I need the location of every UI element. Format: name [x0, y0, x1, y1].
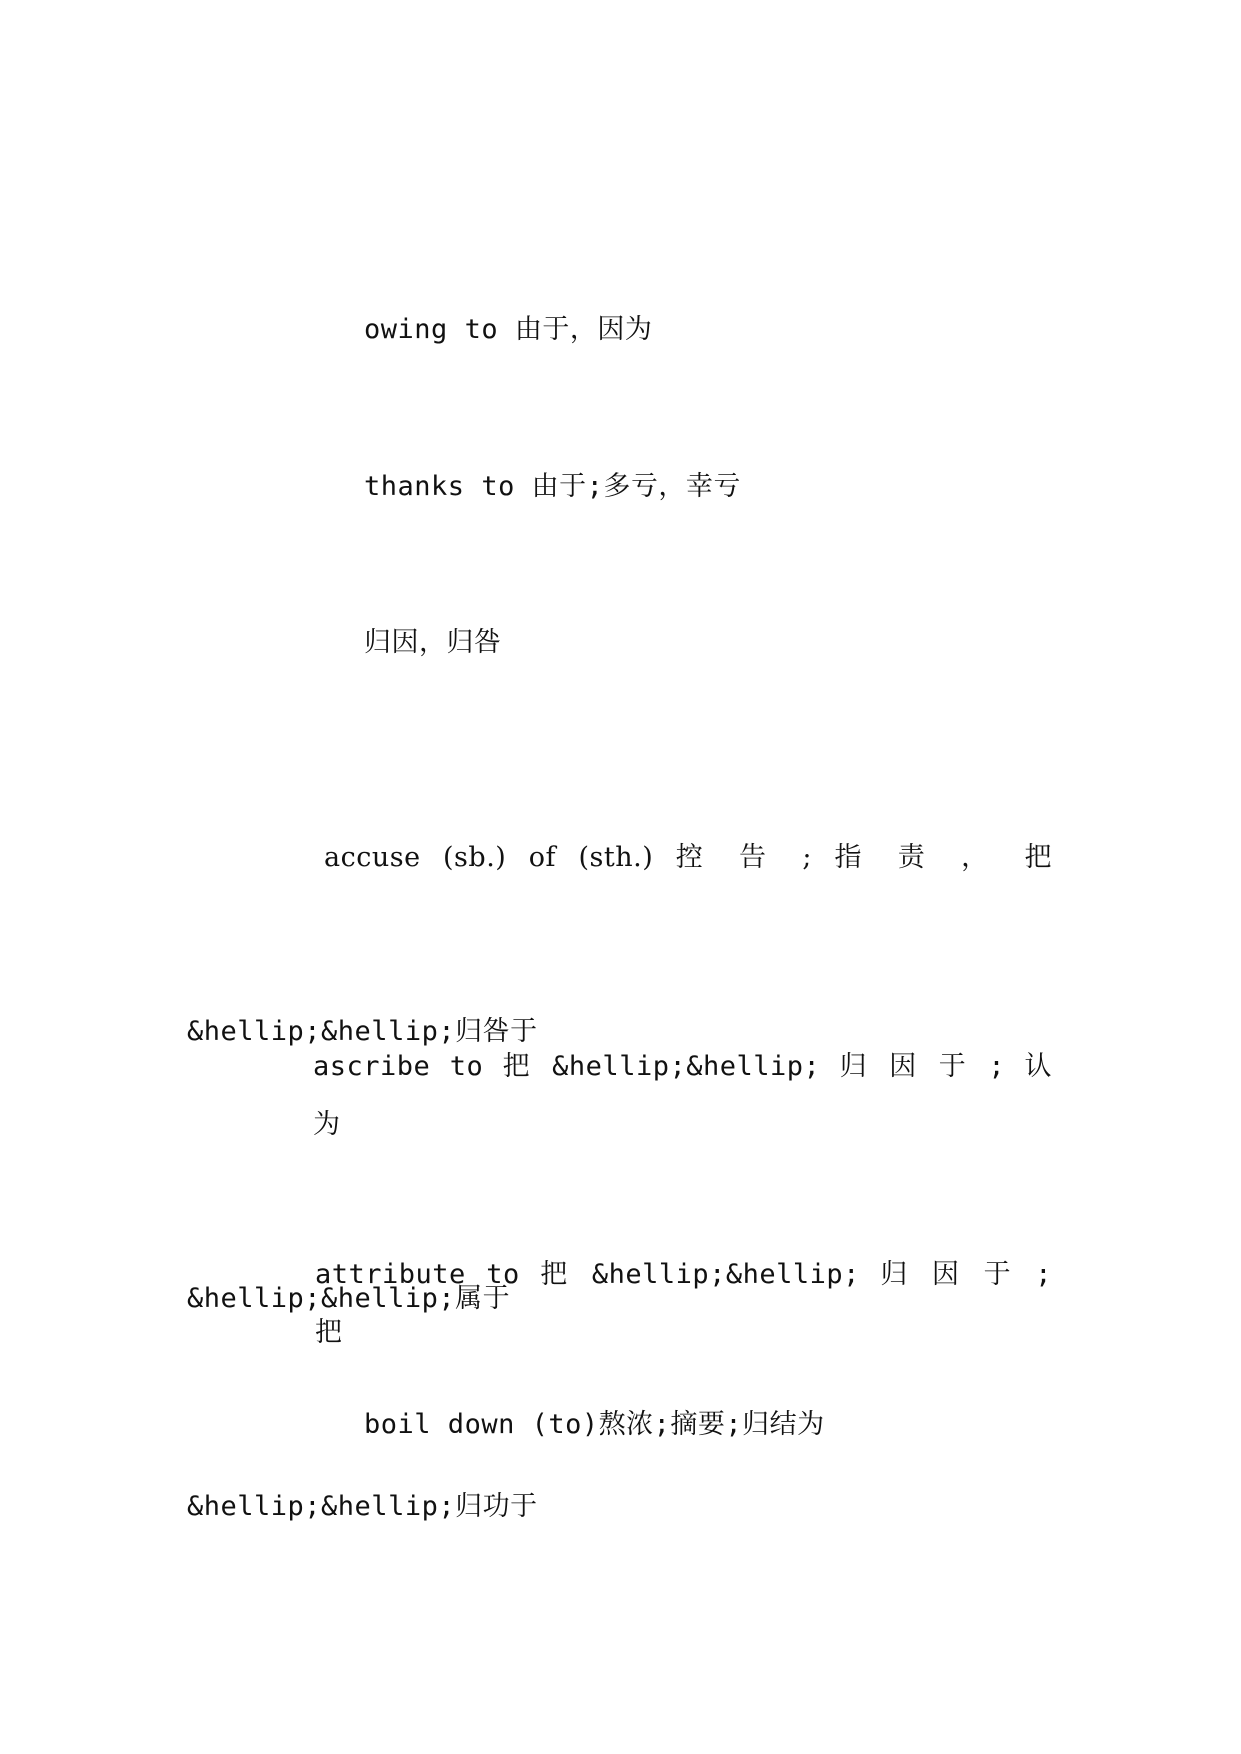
- entry-line-1-text: accuse (sb.) of (sth.) 控 告 ; 指 责 ， 把: [324, 842, 1052, 873]
- entry-line-2: &hellip;&hellip;归咎于: [187, 1016, 538, 1047]
- section-heading-attribution: [187, 556, 1052, 730]
- entry-boil-down: [187, 1338, 1052, 1512]
- entry-line-1-text: attribute to 把 &hellip;&hellip; 归 因 于 ; 把: [315, 1259, 1069, 1348]
- entry-line-2: &hellip;&hellip;归功于: [187, 1491, 538, 1522]
- entry-line-2: &hellip;&hellip;属于: [187, 1283, 511, 1314]
- entry-text: thanks to 由于;多亏，幸亏: [364, 471, 741, 502]
- entry-line-1: [187, 829, 1052, 887]
- entry-line-1-text: ascribe to 把 &hellip;&hellip; 归 因 于 ; 认 为: [313, 1051, 1069, 1140]
- entry-text: owing to 由于，因为: [364, 314, 653, 345]
- entry-text: boil down (to)熬浓;摘要;归结为: [364, 1409, 825, 1440]
- entry-owing-to: [187, 243, 1052, 417]
- entry-thanks-to: [187, 400, 1052, 574]
- heading-text: 归因，归咎: [364, 627, 502, 658]
